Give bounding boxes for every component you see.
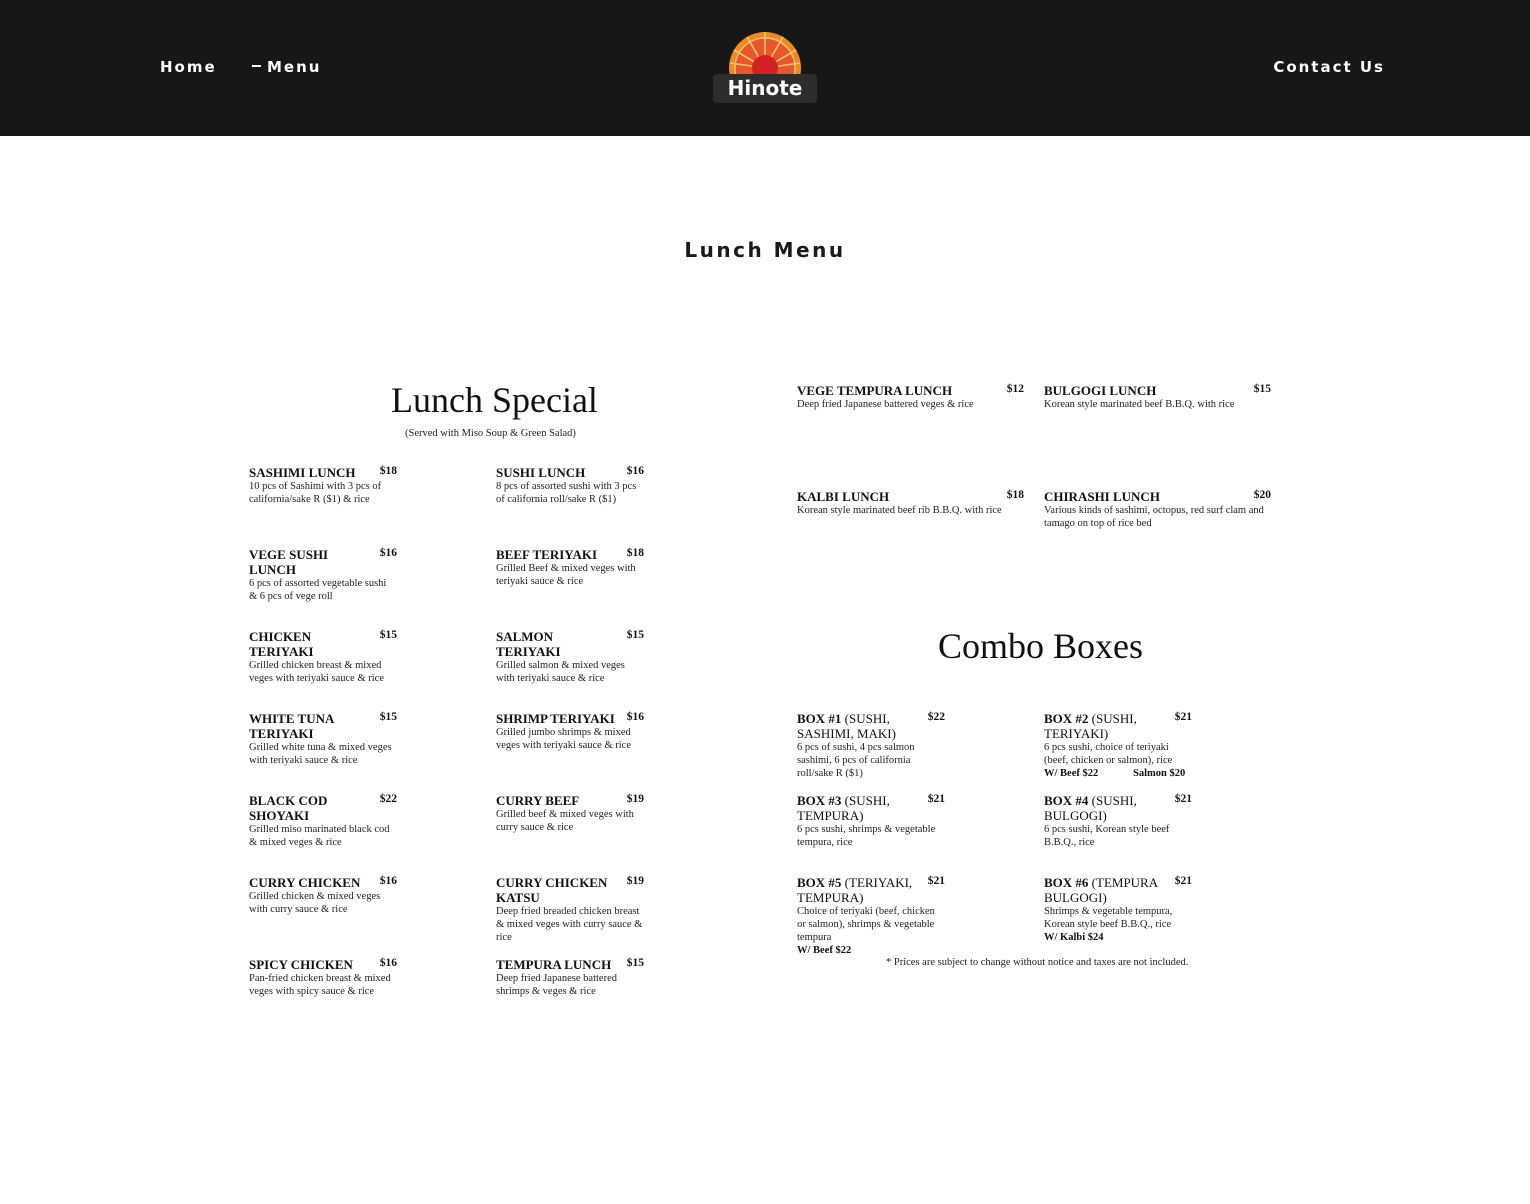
combo-item: [797, 875, 945, 957]
item-name: BLACK COD SHOYAKI: [249, 793, 328, 823]
menu-item: [496, 793, 644, 834]
menu-item: [797, 489, 1024, 517]
item-desc: Deep fried Japanese battered veges & rice: [797, 399, 974, 410]
item-name: TEMPURA LUNCH: [496, 957, 612, 972]
item-paren: (TEMPURA BULGOGI): [1044, 875, 1158, 905]
item-price: $16: [626, 465, 644, 477]
menu-item: [496, 629, 644, 685]
item-desc: Korean style marinated beef B.B.Q. with rice: [1044, 399, 1235, 410]
combo-item: [797, 711, 945, 780]
menu-item: [496, 875, 644, 944]
item-price: $15: [379, 629, 397, 641]
item-desc: Deep fried Japanese battered shrimps & veges & rice: [496, 973, 617, 997]
item-price: $19: [626, 875, 644, 887]
lunch-special-subtitle: (Served with Miso Soup & Green Salad): [405, 428, 576, 439]
item-extra-2: Salmon $20: [1133, 768, 1186, 779]
item-desc: Grilled jumbo shrimps & mixed veges with teriyaki sauce & rice: [496, 727, 631, 751]
item-name: CURRY CHICKEN: [249, 875, 361, 890]
logo-text: Hinote: [727, 76, 803, 100]
item-name: BOX #5: [797, 875, 842, 890]
item-desc: 6 pcs sushi, Korean style beef B.B.Q., rice: [1044, 824, 1170, 848]
item-paren: (SUSHI, SASHIMI, MAKI): [797, 711, 896, 741]
item-extra: W/ Beef $22: [1044, 768, 1099, 779]
combo-item: [1044, 875, 1192, 944]
item-desc: Shrimps & vegetable tempura, Korean style beef B.B.Q., rice: [1044, 906, 1173, 930]
item-price: $22: [379, 793, 397, 805]
item-desc: 6 pcs sushi, shrimps & vegetable tempura, rice: [797, 824, 936, 848]
menu-item: [249, 629, 397, 685]
item-paren: (SUSHI, BULGOGI): [1044, 793, 1137, 823]
item-price: $18: [626, 547, 644, 559]
item-name: SASHIMI LUNCH: [249, 465, 356, 480]
item-price: $15: [379, 711, 397, 723]
item-price: $15: [626, 957, 644, 969]
item-desc: Grilled salmon & mixed veges with teriyaki sauce & rice: [496, 660, 625, 684]
item-price: $16: [379, 547, 397, 559]
menu-item: [496, 711, 644, 752]
page-title: Lunch Menu: [684, 238, 846, 262]
item-desc: 8 pcs of assorted sushi with 3 pcs of california roll/sake R ($1): [496, 481, 637, 505]
menu-item: [249, 957, 397, 998]
item-name: SALMON TERIYAKI: [496, 629, 561, 659]
item-price: $15: [626, 629, 644, 641]
item-price: $18: [379, 465, 397, 477]
item-paren: (SUSHI, TEMPURA): [797, 793, 890, 823]
item-price: $16: [626, 711, 644, 723]
item-desc: Grilled Beef & mixed veges with teriyaki sauce & rice: [496, 563, 636, 587]
item-name: BOX #2: [1044, 711, 1089, 726]
item-extra: W/ Beef $22: [797, 945, 852, 956]
item-desc: Grilled chicken & mixed veges with curry sauce & rice: [249, 891, 381, 915]
item-price: $21: [1174, 793, 1192, 805]
price-note: * Prices are subject to change without notice and taxes are not included.: [886, 957, 1189, 968]
item-name: SPICY CHICKEN: [249, 957, 353, 972]
item-name: CHICKEN TERIYAKI: [249, 629, 314, 659]
menu-item: [496, 465, 644, 506]
item-price: $20: [1253, 489, 1271, 501]
item-paren: (TERIYAKI, TEMPURA): [797, 875, 913, 905]
item-name: VEGE SUSHI LUNCH: [249, 547, 329, 577]
item-desc: 10 pcs of Sashimi with 3 pcs of california/sake R ($1) & rice: [249, 481, 382, 505]
combo-item: [1044, 793, 1192, 849]
menu-item: [496, 957, 644, 998]
sun-logo-icon: [713, 31, 817, 77]
nav-menu-label: Menu: [267, 58, 322, 76]
combo-item: [797, 793, 945, 849]
menu-item: [1044, 383, 1271, 411]
item-price: $12: [1006, 383, 1024, 395]
item-extra: W/ Kalbi $24: [1044, 932, 1104, 943]
menu-item: [249, 547, 397, 603]
nav-menu-link[interactable]: [252, 58, 321, 76]
nav-contact-link[interactable]: Contact Us: [1273, 58, 1385, 76]
item-name: BOX #4: [1044, 793, 1089, 808]
item-name: SHRIMP TERIYAKI: [496, 711, 615, 726]
item-desc: Pan-fried chicken breast & mixed veges with spicy sauce & rice: [249, 973, 391, 997]
combo-item: [1044, 711, 1192, 780]
item-price: $18: [1006, 489, 1024, 501]
item-price: $22: [927, 711, 945, 723]
item-desc: Korean style marinated beef rib B.B.Q. with rice: [797, 505, 1002, 516]
item-name: BOX #6: [1044, 875, 1089, 890]
item-price: $16: [379, 957, 397, 969]
item-desc: Grilled miso marinated black cod & mixed veges & rice: [249, 824, 390, 848]
item-desc: 6 pcs sushi, choice of teriyaki (beef, chicken or salmon), rice: [1044, 742, 1173, 766]
item-price: $16: [379, 875, 397, 887]
menu-item: [249, 711, 397, 767]
item-desc: Various kinds of sashimi, octopus, red surf clam and tamago on top of rice bed: [1044, 505, 1264, 529]
menu-item: [1044, 489, 1271, 530]
menu-item: [797, 383, 1024, 411]
item-desc: 6 pcs of sushi, 4 pcs salmon sashimi, 6 pcs of california roll/sake R ($1): [797, 742, 915, 779]
menu-item: [249, 465, 397, 506]
item-name: CURRY CHICKEN KATSU: [496, 875, 608, 905]
item-desc: Grilled white tuna & mixed veges with teriyaki sauce & rice: [249, 742, 392, 766]
item-desc: Choice of teriyaki (beef, chicken or salmon), shrimps & vegetable tempura: [797, 906, 935, 943]
item-name: CHIRASHI LUNCH: [1044, 489, 1160, 504]
item-desc: Deep fried breaded chicken breast & mixed veges with curry sauce & rice: [496, 906, 643, 943]
item-name: BOX #1: [797, 711, 842, 726]
item-price: $21: [927, 875, 945, 887]
menu-item: [249, 793, 397, 849]
item-price: $21: [927, 793, 945, 805]
item-name: SUSHI LUNCH: [496, 465, 586, 480]
menu-item: [249, 875, 397, 916]
site-header: [0, 0, 1530, 136]
item-name: BOX #3: [797, 793, 842, 808]
item-price: $21: [1174, 875, 1192, 887]
nav-home-link[interactable]: Home: [160, 58, 217, 76]
item-desc: Grilled chicken breast & mixed veges with teriyaki sauce & rice: [249, 660, 384, 684]
combo-boxes-title: Combo Boxes: [938, 626, 1144, 666]
item-price: $15: [1253, 383, 1271, 395]
item-name: CURRY BEEF: [496, 793, 580, 808]
item-desc: 6 pcs of assorted vegetable sushi & 6 pcs of vege roll: [249, 578, 387, 602]
item-price: $21: [1174, 711, 1192, 723]
lunch-special-title: Lunch Special: [391, 380, 598, 420]
item-paren: (SUSHI, TERIYAKI): [1044, 711, 1137, 741]
item-name: VEGE TEMPURA LUNCH: [797, 383, 953, 398]
item-name: BEEF TERIYAKI: [496, 547, 598, 562]
dash-icon: [252, 65, 261, 67]
item-name: KALBI LUNCH: [797, 489, 890, 504]
logo[interactable]: [713, 31, 817, 105]
menu-item: [496, 547, 644, 588]
item-name: BULGOGI LUNCH: [1044, 383, 1157, 398]
item-desc: Grilled beef & mixed veges with curry sauce & rice: [496, 809, 634, 833]
item-name: WHITE TUNA TERIYAKI: [249, 711, 334, 741]
item-price: $19: [626, 793, 644, 805]
